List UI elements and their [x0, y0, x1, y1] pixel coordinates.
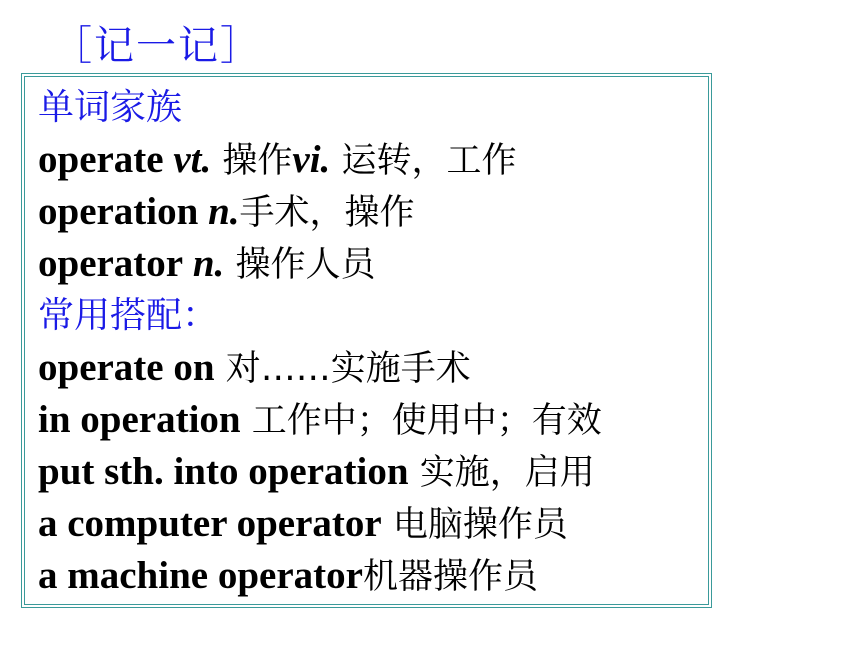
- collocation-phrase: put sth. into operation: [38, 450, 409, 493]
- collocation-meaning: 对……实施手术: [214, 349, 471, 389]
- entry-pos: n.: [192, 242, 225, 285]
- collocation-item: [38, 343, 471, 394]
- entry-pos: n.: [208, 190, 240, 233]
- family-entry-operate: [38, 135, 516, 186]
- collocation-item: [38, 499, 568, 550]
- collocation-meaning: 工作中；使用中；有效: [240, 401, 602, 441]
- entry-meaning: 操作: [211, 141, 293, 181]
- collocation-title: 常用搭配：: [38, 295, 219, 336]
- entry-word: operation: [38, 190, 199, 233]
- collocation-phrase: a computer operator: [38, 502, 382, 545]
- collocation-meaning: 电脑操作员: [381, 505, 568, 545]
- collocation-meaning: 实施，启用: [408, 453, 595, 493]
- entry-word: operate: [38, 138, 164, 181]
- entry-pos: vt.: [173, 138, 212, 181]
- collocation-phrase: operate on: [38, 346, 215, 389]
- page-heading: ［记一记］: [52, 23, 262, 69]
- entry-meaning-2: 运转，工作: [330, 141, 517, 181]
- vocabulary-box: [21, 73, 712, 608]
- entry-meaning: 操作人员: [224, 245, 376, 285]
- collocation-phrase: in operation: [38, 398, 241, 441]
- entry-word: operator: [38, 242, 184, 285]
- family-entry-operator: [38, 239, 375, 290]
- entry-pos-2: vi.: [292, 138, 331, 181]
- collocation-phrase: a machine operator: [38, 554, 363, 597]
- collocation-item: [38, 395, 602, 446]
- family-entry-operation: [38, 187, 415, 238]
- collocation-item: [38, 551, 538, 602]
- word-family-title: 单词家族: [38, 87, 183, 128]
- collocation-meaning: 机器操作员: [362, 557, 538, 597]
- entry-meaning: 手术，操作: [239, 193, 415, 233]
- collocation-item: [38, 447, 595, 498]
